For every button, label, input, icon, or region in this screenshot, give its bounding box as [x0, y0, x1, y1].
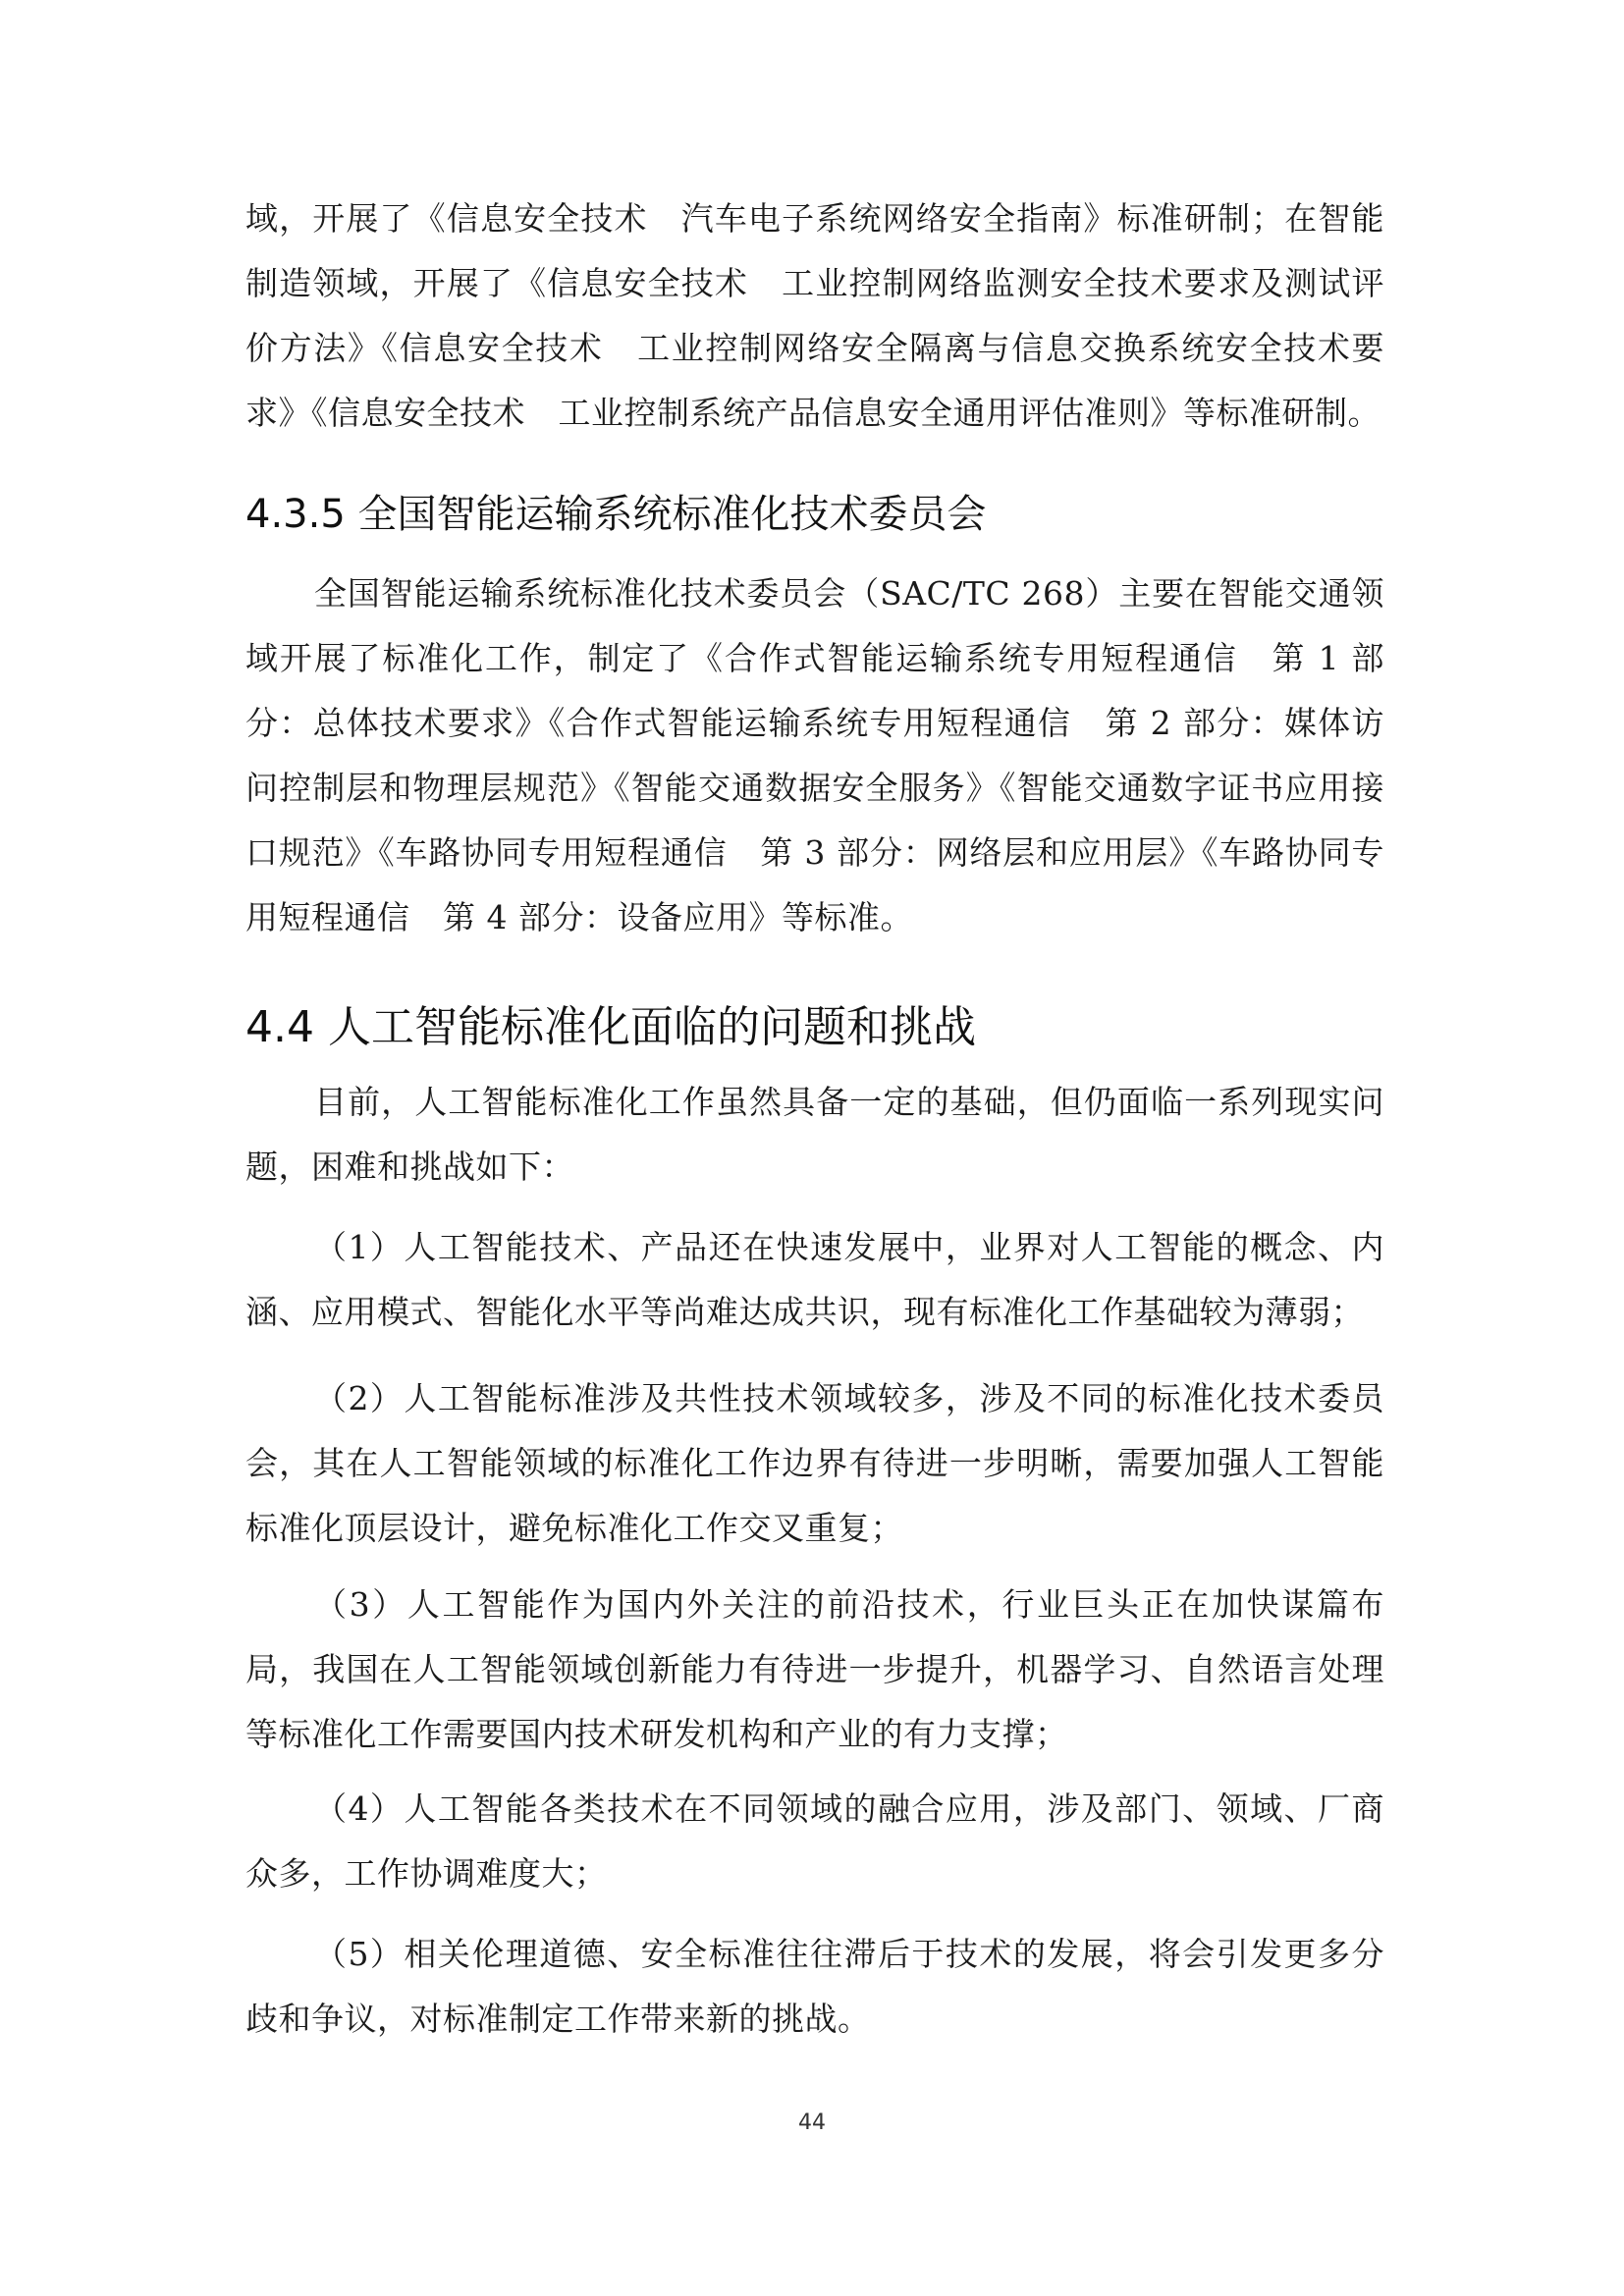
- section-4-4-intro: 目前，人工智能标准化工作虽然具备一定的基础，但仍面临一系列现实问题，困难和挑战如下：: [245, 1083, 1384, 1186]
- section-4-3-5-paragraph: 全国智能运输系统标准化技术委员会（SAC/TC 268）主要在智能交通领域开展了标准化工作，制定了《合作式智能运输系统专用短程通信 第 1 部分：总体技术要求》《合作式智能运输系统专用短程通信 第 2 部分：媒体访问控制层和物理层规范》《智能交通数据安全服务》《智能交通数字证书应用接口规范》《车路协同专用短程通信 第 3 部分：网络层和应用层》《车路协同专用短程通信 第 4 部分：设备应用》等标准。: [245, 574, 1384, 936]
- challenge-item-2-block: [245, 1366, 1384, 1561]
- intro-text-block: [245, 187, 1384, 446]
- challenge-item: （4）人工智能各类技术在不同领域的融合应用，涉及部门、领域、厂商众多，工作协调难度大；: [245, 1789, 1384, 1893]
- section-4-4-intro-block: [245, 1070, 1384, 1200]
- challenge-item: （3）人工智能作为国内外关注的前沿技术，行业巨头正在加快谋篇布局，我国在人工智能领域创新能力有待进一步提升，机器学习、自然语言处理等标准化工作需要国内技术研发机构和产业的有力支撑；: [245, 1585, 1384, 1753]
- section-heading-4-3-5: 4.3.5 全国智能运输系统标准化技术委员会: [245, 492, 987, 537]
- challenge-item: （5）相关伦理道德、安全标准往往滞后于技术的发展，将会引发更多分歧和争议，对标准制定工作带来新的挑战。: [245, 1935, 1384, 2038]
- challenge-item-3-block: [245, 1573, 1384, 1767]
- section-heading-4-4: 4.4 人工智能标准化面临的问题和挑战: [245, 1002, 976, 1052]
- page-number: 44: [798, 2110, 826, 2135]
- intro-paragraph: 域，开展了《信息安全技术 汽车电子系统网络安全指南》标准研制；在智能制造领域，开展了《信息安全技术 工业控制网络监测安全技术要求及测试评价方法》《信息安全技术 工业控制网络安全隔离与信息交换系统安全技术要求》《信息安全技术 工业控制系统产品信息安全通用评估准则》等标准研制。: [245, 199, 1384, 432]
- section-4-3-5-body: [245, 561, 1384, 950]
- challenge-item-4-block: [245, 1777, 1384, 1906]
- challenge-item: （1）人工智能技术、产品还在快速发展中，业界对人工智能的概念、内涵、应用模式、智能化水平等尚难达成共识，现有标准化工作基础较为薄弱；: [245, 1228, 1384, 1331]
- challenge-item-1-block: [245, 1215, 1384, 1345]
- challenge-item-5-block: [245, 1922, 1384, 2052]
- challenge-item: （2）人工智能标准涉及共性技术领域较多，涉及不同的标准化技术委员会，其在人工智能领域的标准化工作边界有待进一步明晰，需要加强人工智能标准化顶层设计，避免标准化工作交叉重复；: [245, 1379, 1384, 1547]
